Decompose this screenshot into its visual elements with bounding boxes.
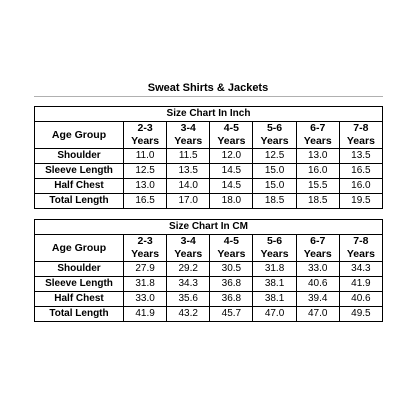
table-cell: 12.5 [124,164,167,179]
row-label: Total Length [35,307,124,322]
table-caption-row [35,107,383,122]
table-cell: 18.5 [296,194,339,209]
table-cell: 15.0 [253,164,296,179]
table-cell: 41.9 [339,277,382,292]
row-label: Shoulder [35,262,124,277]
age-column-header: 6-7 Years [296,122,339,149]
age-column-header: 4-5 Years [210,235,253,262]
table-cell: 14.5 [210,164,253,179]
age-group-header: Age Group [35,122,124,149]
table-header-row [35,235,383,262]
age-group-header: Age Group [35,235,124,262]
row-label: Shoulder [35,149,124,164]
table-cell: 49.5 [339,307,382,322]
table-cell: 43.2 [167,307,210,322]
age-column-header: 2-3 Years [124,122,167,149]
row-label: Sleeve Length [35,164,124,179]
table-cell: 14.0 [167,179,210,194]
size-chart-cm-table [34,219,383,322]
table-caption: Size Chart In CM [35,220,383,235]
table-row [35,277,383,292]
table-row [35,292,383,307]
table-cell: 34.3 [339,262,382,277]
table-cell: 16.5 [339,164,382,179]
age-column-header: 3-4 Years [167,235,210,262]
table-cell: 36.8 [210,277,253,292]
page-title: Sweat Shirts & Jackets [147,82,269,94]
table-cell: 33.0 [296,262,339,277]
table-cell: 13.5 [167,164,210,179]
table-cell: 13.0 [296,149,339,164]
table-cell: 18.5 [253,194,296,209]
table-cell: 15.0 [253,179,296,194]
table-cell: 16.0 [339,179,382,194]
table-row [35,164,383,179]
table-cell: 38.1 [253,292,296,307]
table-cell: 18.0 [210,194,253,209]
table-cell: 33.0 [124,292,167,307]
table-cell: 11.5 [167,149,210,164]
table-row [35,262,383,277]
table-cell: 13.0 [124,179,167,194]
table-cell: 47.0 [253,307,296,322]
table-cell: 39.4 [296,292,339,307]
title-divider [34,96,383,97]
table-cell: 38.1 [253,277,296,292]
age-column-header: 2-3 Years [124,235,167,262]
table-cell: 14.5 [210,179,253,194]
table-cell: 36.8 [210,292,253,307]
row-label: Half Chest [35,292,124,307]
table-cell: 13.5 [339,149,382,164]
table-cell: 35.6 [167,292,210,307]
row-label: Sleeve Length [35,277,124,292]
table-cell: 12.0 [210,149,253,164]
age-column-header: 5-6 Years [253,235,296,262]
age-column-header: 5-6 Years [253,122,296,149]
table-row [35,149,383,164]
table-cell: 31.8 [124,277,167,292]
table-cell: 40.6 [339,292,382,307]
table-row [35,307,383,322]
table-cell: 12.5 [253,149,296,164]
row-label: Total Length [35,194,124,209]
table-row [35,179,383,194]
table-cell: 16.5 [124,194,167,209]
table-cell: 16.0 [296,164,339,179]
table-cell: 15.5 [296,179,339,194]
row-label: Half Chest [35,179,124,194]
table-cell: 40.6 [296,277,339,292]
table-cell: 45.7 [210,307,253,322]
table-cell: 34.3 [167,277,210,292]
size-chart-inch-table [34,106,383,209]
age-column-header: 7-8 Years [339,122,382,149]
table-cell: 41.9 [124,307,167,322]
table-header-row [35,122,383,149]
table-cell: 19.5 [339,194,382,209]
age-column-header: 4-5 Years [210,122,253,149]
table-row [35,194,383,209]
table-cell: 11.0 [124,149,167,164]
table-cell: 27.9 [124,262,167,277]
table-cell: 17.0 [167,194,210,209]
table-cell: 29.2 [167,262,210,277]
age-column-header: 3-4 Years [167,122,210,149]
table-cell: 30.5 [210,262,253,277]
table-cell: 47.0 [296,307,339,322]
table-caption-row [35,220,383,235]
table-cell: 31.8 [253,262,296,277]
age-column-header: 7-8 Years [339,235,382,262]
table-caption: Size Chart In Inch [35,107,383,122]
age-column-header: 6-7 Years [296,235,339,262]
